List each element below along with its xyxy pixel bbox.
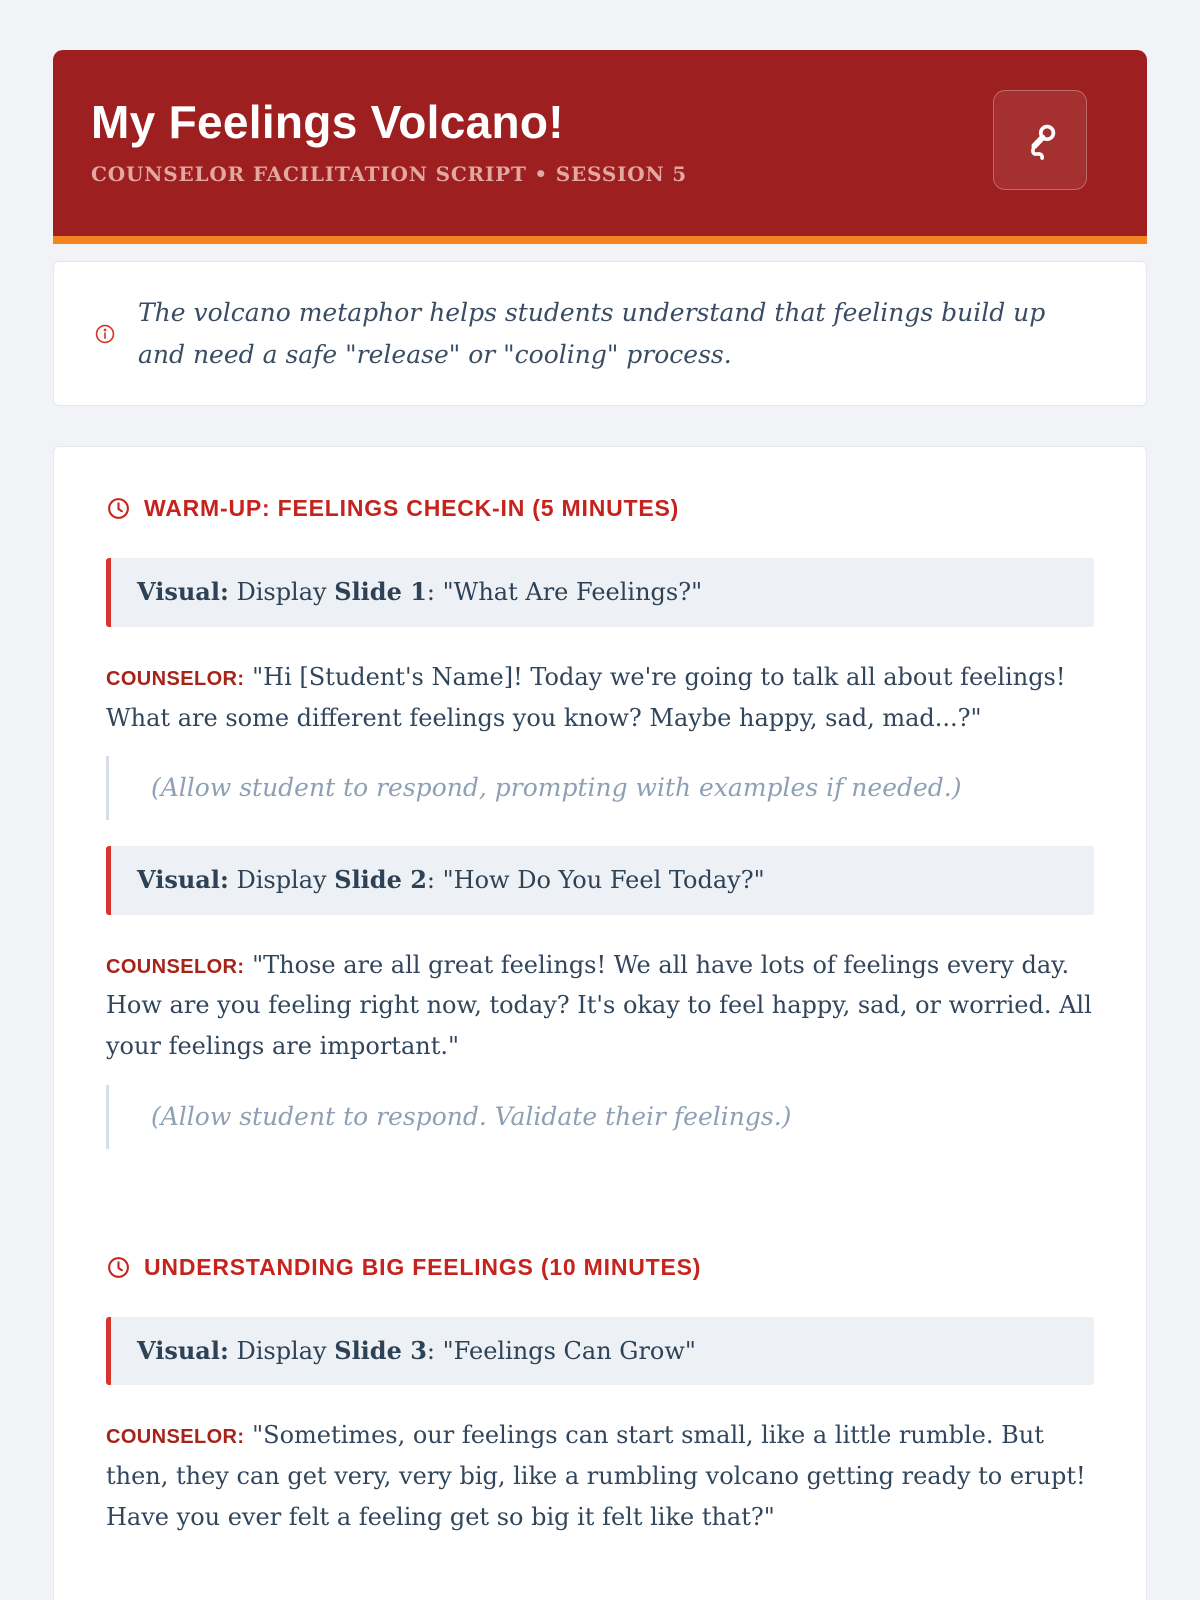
visual-slide-ref: Slide 2 [334, 864, 427, 894]
counselor-dialogue: "Sometimes, our feelings can start small, like a little rumble. But then, they can get very, very big, like a rumbling volcano getting ready to erupt! Have you ever felt a feeling get so big it felt like that?" [106, 1421, 1086, 1531]
stage-direction-1 [106, 756, 1094, 820]
stage-direction-text: (Allow student to respond. Validate their feelings.) [151, 1102, 792, 1132]
section-title: UNDERSTANDING BIG FEELINGS (10 MINUTES) [144, 1253, 702, 1280]
header-text-group [91, 95, 687, 186]
counselor-dialogue: "Those are all great feelings! We all have lots of feelings every day. How are you feeling right now, today? It's okay to feel happy, sad, or worried. All your feelings are important." [106, 950, 1092, 1061]
clock-icon [106, 496, 131, 521]
visual-callout-slide-1 [106, 558, 1094, 627]
visual-text: Display [236, 865, 327, 894]
counselor-label: COUNSELOR: [106, 667, 245, 690]
intro-note-card [53, 261, 1147, 406]
visual-callout-slide-2 [106, 846, 1094, 915]
counselor-line-1 [106, 657, 1094, 739]
counselor-dialogue: "Hi [Student's Name]! Today we're going to talk all about feelings! What are some different feelings you know? Maybe happy, sad, mad...?" [106, 662, 1066, 732]
page-subtitle: COUNSELOR FACILITATION SCRIPT • SESSION 5 [91, 161, 688, 186]
script-header [53, 50, 1147, 244]
visual-slide-ref: Slide 3 [334, 1335, 427, 1365]
intro-note-text: The volcano metaphor helps students understand that feelings build up and need a safe "release" or "cooling" process. [138, 298, 1046, 369]
visual-slide-ref: Slide 1 [334, 577, 427, 606]
visual-slide-title: : "Feelings Can Grow" [426, 1336, 696, 1365]
section-warm-up [106, 495, 1094, 1149]
visual-label: Visual: [137, 577, 229, 606]
counselor-label: COUNSELOR: [106, 955, 245, 978]
visual-callout-slide-3 [106, 1317, 1094, 1386]
info-icon [94, 323, 116, 345]
visual-label: Visual: [137, 864, 229, 894]
counselor-label: COUNSELOR: [106, 1426, 245, 1449]
section-title: WARM-UP: FEELINGS CHECK-IN (5 MINUTES) [144, 495, 680, 521]
script-card [53, 446, 1147, 1600]
visual-text: Display [236, 578, 327, 606]
clock-icon [106, 1255, 131, 1280]
counselor-line-2 [106, 945, 1094, 1067]
microphone-icon [1017, 117, 1063, 163]
section-big-feelings [106, 1254, 1094, 1538]
visual-text: Display [236, 1336, 327, 1365]
read-aloud-button[interactable] [993, 90, 1087, 190]
section-heading-big-feelings [106, 1254, 1094, 1281]
counselor-line-3 [106, 1415, 1094, 1537]
stage-direction-text: (Allow student to respond, prompting with examples if needed.) [151, 773, 962, 803]
visual-label: Visual: [137, 1335, 229, 1365]
page-title: My Feelings Volcano! [91, 95, 564, 148]
visual-slide-title: : "What Are Feelings?" [426, 578, 703, 606]
visual-slide-title: : "How Do You Feel Today?" [426, 865, 765, 894]
stage-direction-2 [106, 1085, 1094, 1149]
section-heading-warm-up [106, 495, 1094, 522]
